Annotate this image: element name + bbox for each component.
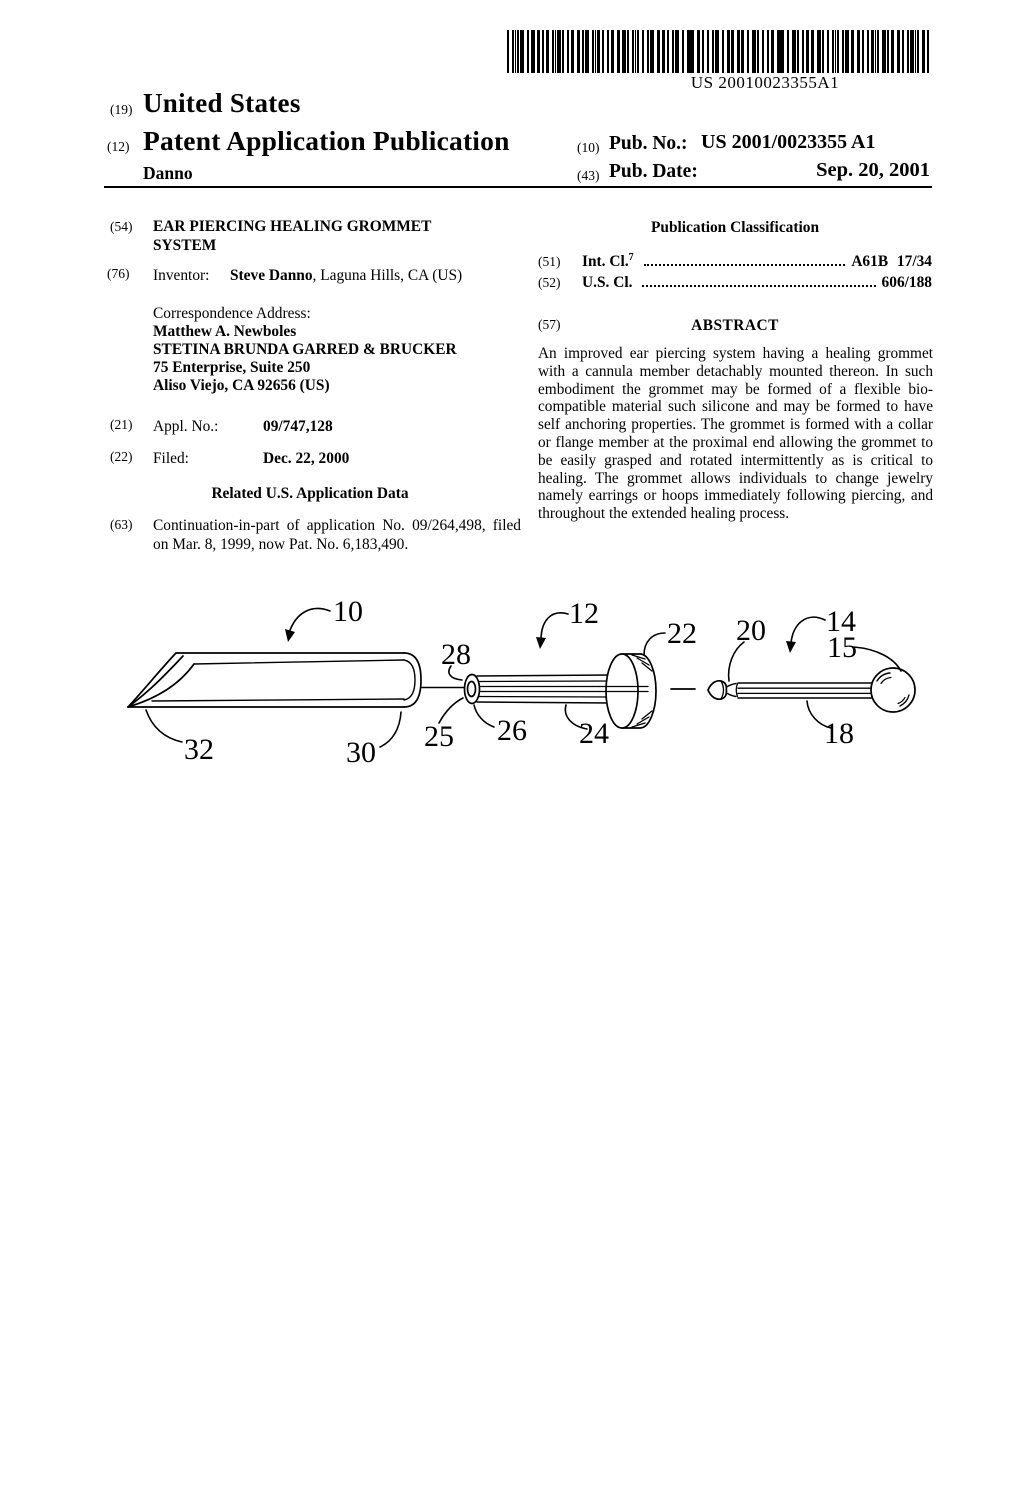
filed-label: Filed:: [153, 450, 189, 467]
inventor-code: (76): [107, 266, 130, 281]
barcode: [507, 30, 929, 73]
pub-date-value: Sep. 20, 2001: [816, 159, 930, 181]
ref-label-12: 12: [569, 597, 599, 630]
inventor-label: Inventor:: [153, 267, 210, 284]
ref-label-26: 26: [497, 714, 527, 747]
int-cl-superscript: 7: [628, 251, 634, 263]
title-code: (54): [110, 219, 133, 234]
leader-26: [474, 705, 494, 727]
leader-30: [380, 712, 401, 747]
filed-code: (22): [110, 449, 133, 464]
int-cl-label: Int. Cl.$^7$: [582, 251, 634, 270]
patent-figure: [0, 560, 1020, 795]
barcode-number: US 20010023355A1: [690, 73, 840, 92]
leader-arrowheads: [285, 629, 796, 653]
pub-no-code: (10): [577, 140, 600, 155]
correspondence-heading: Correspondence Address:: [153, 305, 311, 322]
title-line2: SYSTEM: [153, 237, 217, 254]
ref-label-22: 22: [667, 617, 697, 650]
title-line1: EAR PIERCING HEALING GROMMET: [153, 218, 432, 235]
pub-no-label: Pub. No.:: [609, 133, 688, 154]
classification-heading: Publication Classification: [650, 219, 820, 236]
header-rule: [104, 186, 932, 188]
cannula-sheath-drawing: [128, 653, 421, 707]
related-text: Continuation-in-part of application No. 09/264,498, filed on Mar. 8, 1999, now Pat. No. 6,183,490.: [153, 517, 521, 554]
country-code: (19): [110, 102, 133, 117]
leader-14: [791, 617, 825, 644]
pub-date-label: Pub. Date:: [609, 161, 698, 182]
applicant-name: Danno: [143, 163, 193, 183]
invention-title: [153, 217, 493, 255]
country-name: United States: [143, 88, 301, 118]
int-cl-row: [538, 252, 932, 271]
pub-no-value: US 2001/0023355 A1: [701, 131, 876, 153]
us-cl-value: 606/188: [881, 274, 932, 291]
correspondence-line: STETINA BRUNDA GARRED & BRUCKER: [153, 341, 457, 358]
abstract-code: (57): [538, 317, 561, 332]
leader-10: [289, 609, 330, 633]
ref-label-20: 20: [736, 614, 766, 647]
inventor-line: [153, 266, 523, 285]
dot-leader: [644, 263, 846, 266]
leader-22: [644, 633, 665, 655]
correspondence-line: 75 Enterprise, Suite 250: [153, 359, 311, 376]
us-cl-row: [538, 273, 932, 292]
int-cl-code: (51): [538, 254, 561, 269]
inventor-location: , Laguna Hills, CA (US): [312, 267, 463, 284]
abstract-text: An improved ear piercing system having a healing grommet with a cannula member detachably mounted thereon. In such embodiment the grommet may be formed of a flexible bio-compatible material such silicone and may be formed to have self anchoring properties. The grommet is formed with a collar or flange member at the proximal end allowing the grommet to be easily grasped and rotated intermittently as is critical to healing. The grommet allows individuals to change jewelry namely earrings or hoops immediately following piercing, and throughout the extended healing process.: [538, 345, 933, 523]
related-data-heading: Related U.S. Application Data: [211, 485, 409, 502]
earring-drawing: [708, 668, 915, 712]
arrowhead-12: [536, 637, 546, 649]
ref-label-24: 24: [579, 717, 609, 750]
pub-date-code: (43): [577, 168, 600, 183]
leader-32: [146, 710, 182, 742]
ref-label-18: 18: [824, 717, 854, 750]
ref-label-25: 25: [424, 720, 454, 753]
doc-type-code: (12): [107, 139, 130, 154]
ref-label-30: 30: [346, 736, 376, 769]
us-cl-label: U.S. Cl.: [582, 274, 633, 291]
ref-label-28: 28: [441, 638, 471, 671]
dot-leader: [642, 284, 875, 287]
grommet-drawing: [465, 654, 657, 728]
ref-label-15: 15: [827, 631, 857, 664]
appl-label: Appl. No.:: [153, 418, 219, 435]
arrowhead-14: [786, 641, 796, 653]
correspondence-address: [153, 305, 523, 395]
ref-label-10: 10: [333, 595, 363, 628]
abstract-heading: ABSTRACT: [691, 317, 779, 334]
filed-value: Dec. 22, 2000: [263, 450, 350, 467]
reference-numerals: [184, 595, 857, 769]
correspondence-line: Matthew A. Newboles: [153, 323, 297, 340]
leader-12: [541, 613, 568, 640]
appl-value: 09/747,128: [263, 418, 333, 435]
leader-20: [729, 642, 744, 681]
arrowhead-10: [285, 629, 295, 642]
correspondence-line: Aliso Viejo, CA 92656 (US): [153, 377, 330, 394]
appl-code: (21): [110, 417, 133, 432]
us-cl-code: (52): [538, 275, 561, 290]
related-code: (63): [110, 517, 133, 532]
int-cl-value: A61B 17/34: [851, 253, 932, 270]
ref-label-32: 32: [184, 733, 214, 766]
doc-type: Patent Application Publication: [143, 125, 510, 156]
ref-label-14: 14: [826, 605, 856, 638]
inventor-name: Steve Danno: [230, 267, 313, 284]
